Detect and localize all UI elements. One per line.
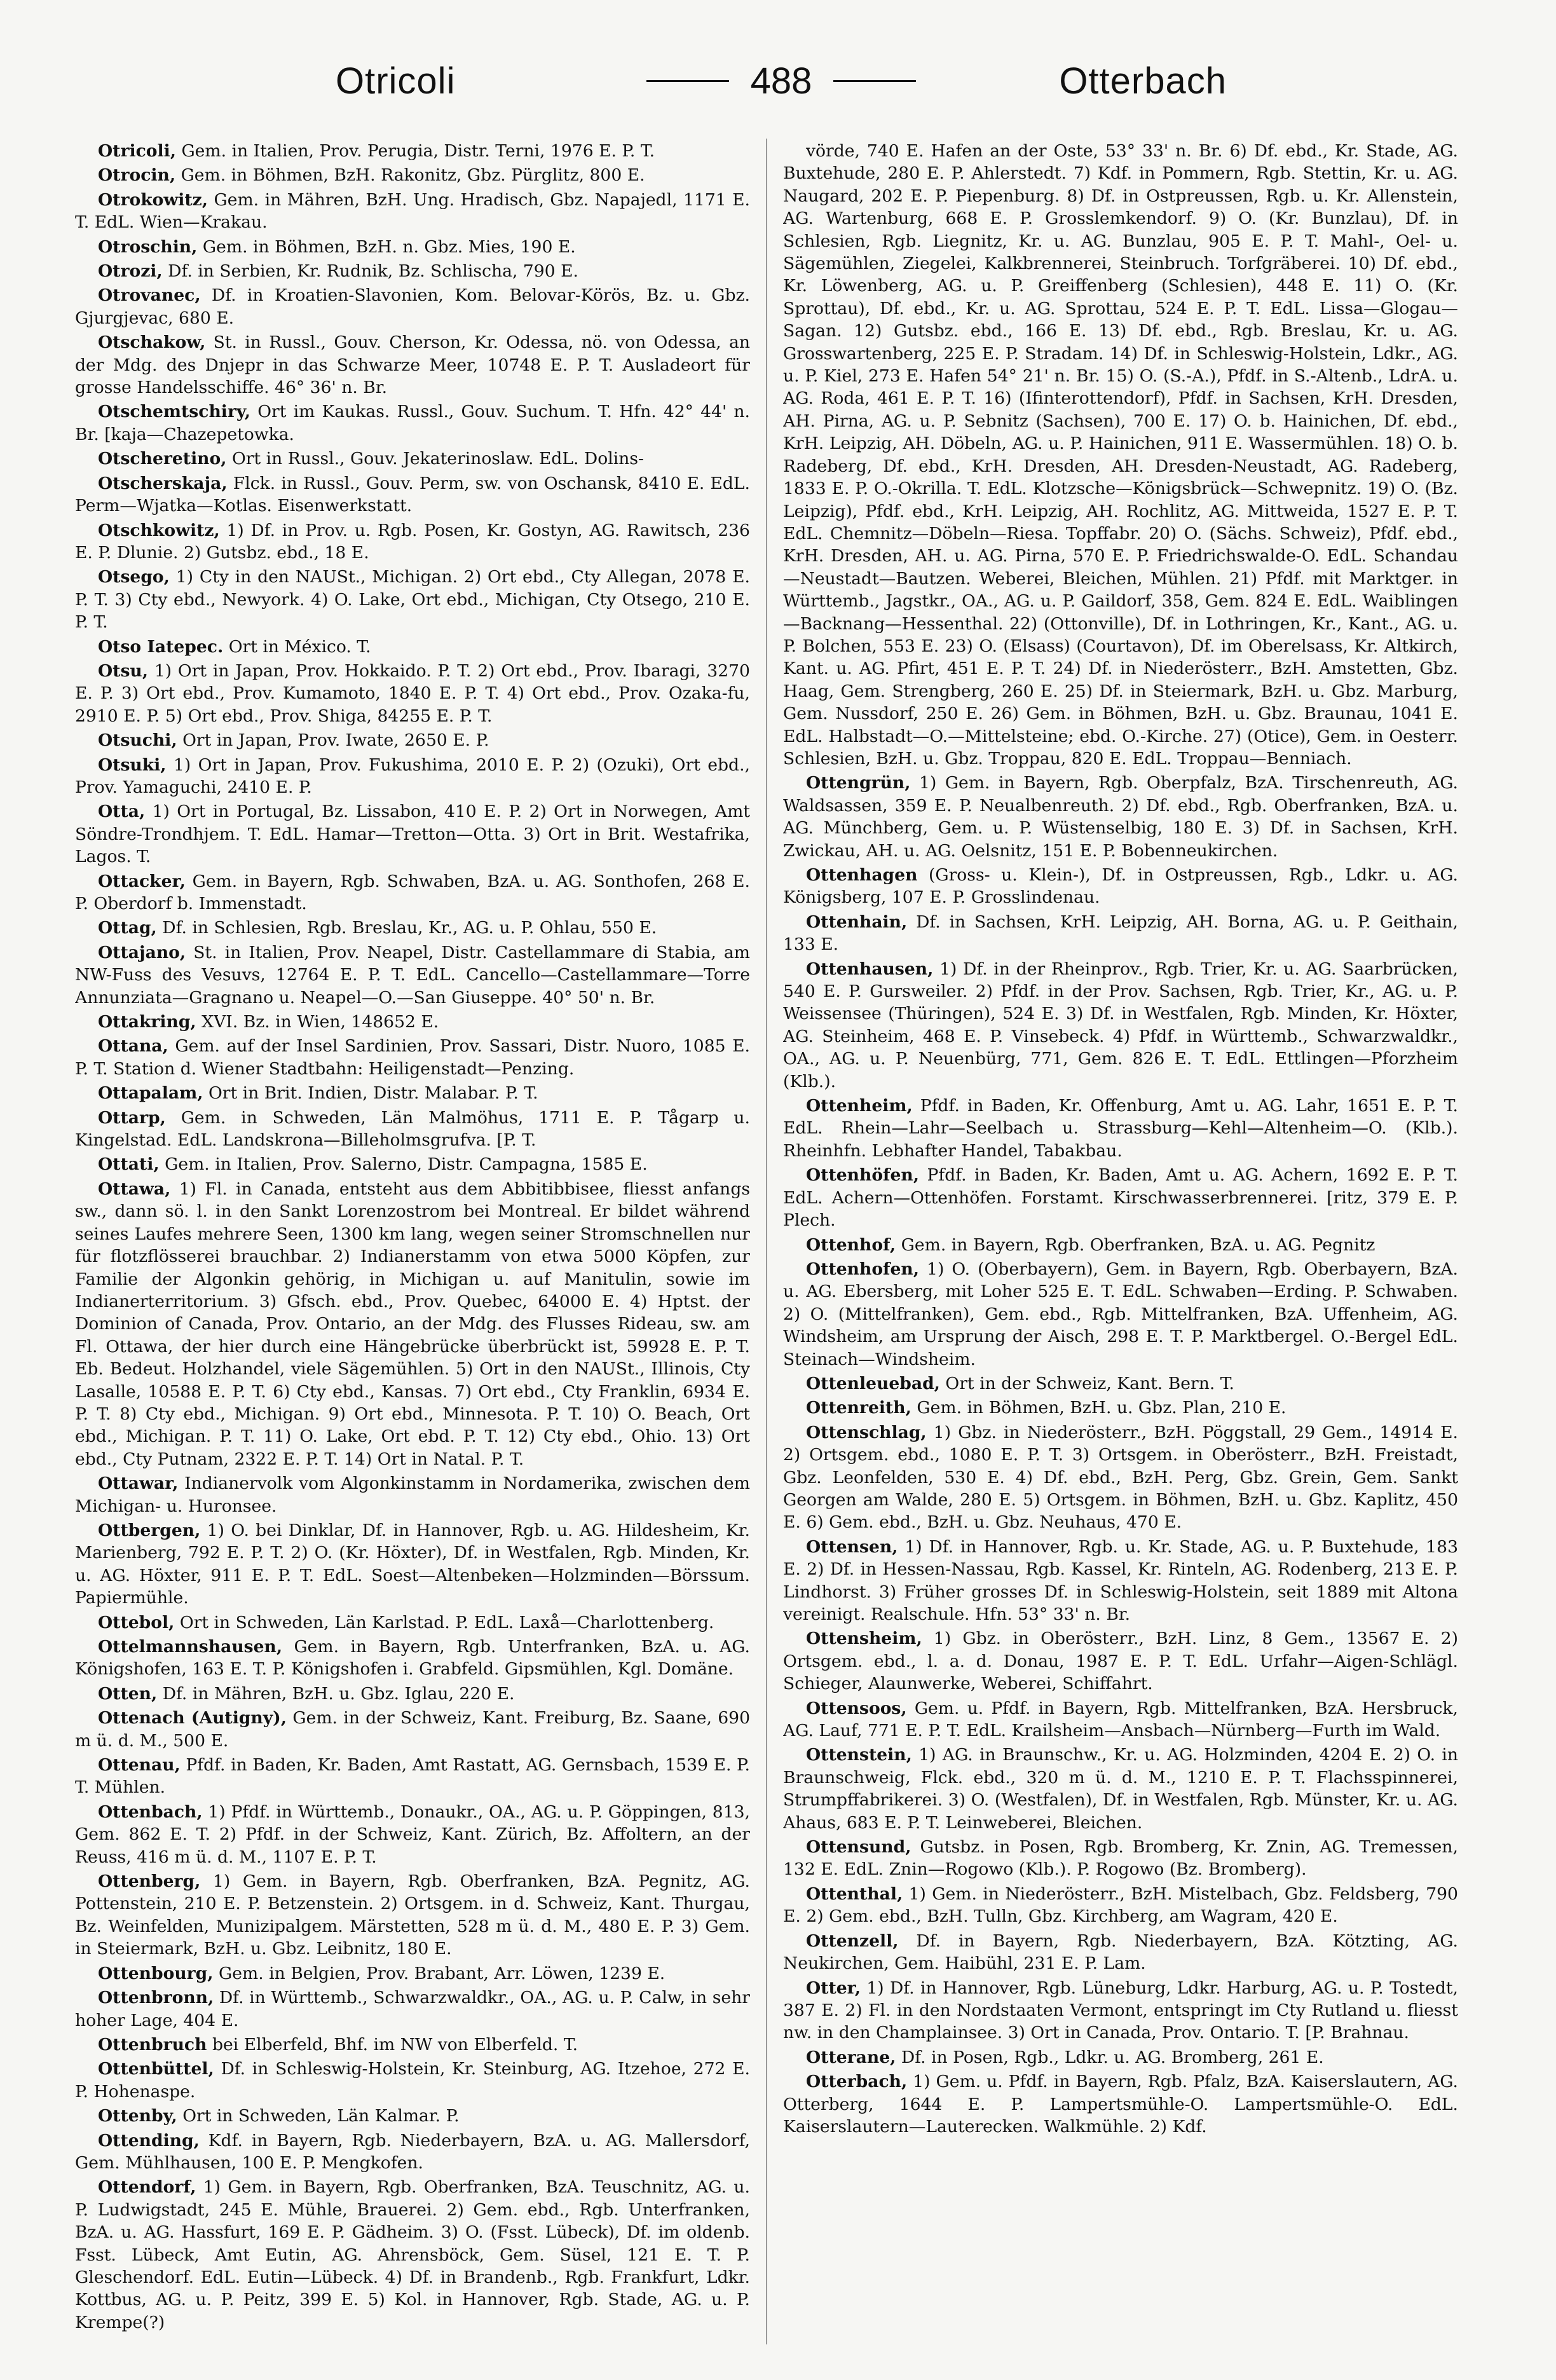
entry-headword: Ottenheim,: [806, 1096, 913, 1116]
gazetteer-entry: [75, 448, 750, 470]
gazetteer-entry: [783, 1372, 1458, 1395]
entry-text: 1) O. bei Dinklar, Df. in Hannover, Rgb. u. AG. Hildesheim, Kr. Marienberg, 792 E. P. T. 2) O. (Kr. Höxter), Df. in Westfalen, Rgb. Minden, Kr. u. AG. Höxter, 911 E. P. T. EdL. Soest—Altenbeken—Holzminden—Börssum. Papiermühle.: [75, 1520, 750, 1608]
entry-text: XVI. Bz. in Wien, 148652 E.: [201, 1012, 439, 1032]
left-column: [75, 140, 750, 2346]
entry-headword: Ottag,: [98, 918, 157, 938]
entry-text: 1) Ort in Portugal, Bz. Lissabon, 410 E. P. 2) Ort in Norwegen, Amt Söndre-Trondhjem. T. EdL. Hamar—Tretton—Otta. 3) Ort in Brit. Westafrika, Lagos. T.: [75, 802, 750, 867]
entry-headword: Ottenbourg,: [98, 1963, 214, 1983]
entry-text: (Gross- u. Klein-), Df. in Ostpreussen, Rgb., Ldkr. u. AG. Königsberg, 107 E. P. Grosslindenau.: [783, 865, 1458, 908]
gazetteer-entry: [75, 1987, 750, 2032]
entry-text: 1) Cty in den NAUSt., Michigan. 2) Ort ebd., Cty Allegan, 2078 E. P. T. 3) Cty ebd., Newyork. 4) O. Lake, Ort ebd., Michigan, Cty Otsego, 210 E. P. T.: [75, 567, 750, 633]
gazetteer-entry: [783, 140, 1458, 770]
entry-text: Df. in Württemb., Schwarzwaldkr., OA., AG. u. P. Calw, in sehr hoher Lage, 404 E.: [75, 1988, 750, 2030]
entry-headword: Otroschin,: [98, 236, 198, 257]
entry-headword: Ottenhofen,: [806, 1259, 920, 1279]
entry-text: Ort in der Schweiz, Kant. Bern. T.: [945, 1373, 1235, 1393]
header-dash-left: [646, 80, 729, 82]
entry-text: Df. in Sachsen, KrH. Leipzig, AH. Borna, AG. u. P. Geithain, 133 E.: [783, 912, 1458, 955]
entry-headword: Ottati,: [98, 1154, 160, 1175]
entry-text: 1) Pfdf. in Württemb., Donaukr., OA., AG. u. P. Göppingen, 813, Gem. 862 E. T. 2) Pfdf. in der Schweiz, Kant. Zürich, Bz. Affoltern, an der Reuss, 416 m ü. d. M., 1107 E. P. T.: [75, 1802, 750, 1867]
entry-headword: Otrovanec,: [98, 285, 201, 306]
gazetteer-entry: [783, 1234, 1458, 1256]
gazetteer-entry: [783, 1258, 1458, 1371]
gazetteer-entry: [75, 729, 750, 751]
entry-headword: Otrozi,: [98, 261, 163, 282]
gazetteer-entry: [783, 1421, 1458, 1534]
entry-text: Pfdf. in Baden, Kr. Offenburg, Amt u. AG. Lahr, 1651 E. P. T. EdL. Rhein—Lahr—Seelbach u. Strassburg—Kehl—Altenheim—O. (Klb.). Rheinhfn. Lebhafter Handel, Tabakbau.: [783, 1096, 1458, 1161]
gazetteer-entry: [783, 2046, 1458, 2069]
entry-headword: Otsuki,: [98, 755, 167, 775]
gazetteer-entry: [75, 636, 750, 658]
entry-headword: Ottenhain,: [806, 912, 908, 932]
entry-headword: Ottenhagen: [806, 865, 918, 885]
entry-text: 1) AG. in Braunschw., Kr. u. AG. Holzminden, 4204 E. 2) O. in Braunschweig, Flck. ebd., 320 m ü. d. M., 1210 E. P. T. Flachsspinnerei, Strumpffabrikerei. 3) O. (Westfalen), Df. in Westfalen, Rgb. Münster, Kr. u. AG. Ahaus, 683 E. P. T. Leinweberei, Bleichen.: [783, 1745, 1458, 1833]
gazetteer-entry: [75, 260, 750, 282]
entry-headword: Ottensheim,: [806, 1629, 922, 1649]
entry-headword: Ottenhöfen,: [806, 1165, 920, 1186]
gazetteer-entry: [75, 941, 750, 1009]
entry-text: 1) Gbz. in Oberösterr., BzH. Linz, 8 Gem., 13567 E. 2) Ortsgem. ebd., l. a. d. Donau, 1987 E. P. T. EdL. Urfahr—Aigen-Schlägl. Schieger, Alaunwerke, Weberei, Schiffahrt.: [783, 1629, 1458, 1694]
entry-text: 1) Gem. in Bayern, Rgb. Oberpfalz, BzA. Tirschenreuth, AG. Waldsassen, 359 E. P. Neualbenreuth. 2) Df. ebd., Rgb. Oberfranken, BzA. u. AG. Münchberg, Gem. u. P. Wüstenselbig, 180 E. 3) Df. in Sachsen, KrH. Zwickau, AH. u. AG. Oelsnitz, 151 E. P. Bobenneukirchen.: [783, 773, 1458, 861]
entry-headword: Otsego,: [98, 567, 170, 587]
entry-headword: Ottenhof,: [806, 1234, 896, 1255]
entry-text: Ort in Brit. Indien, Distr. Malabar. P. T.: [208, 1083, 538, 1104]
entry-text: Gem. in Bayern, Rgb. Unterfranken, BzA. u. AG. Königshofen, 163 E. T. P. Königshofen i. Grabfeld. Gipsmühlen, Kgl. Domäne.: [75, 1637, 750, 1679]
entry-text: 1) Gem. in Bayern, Rgb. Oberfranken, BzA. Teuschnitz, AG. u. P. Ludwigstadt, 245 E. Mühle, Brauerei. 2) Gem. ebd., Rgb. Unterfranken, BzA. u. AG. Hassfurt, 169 E. P. Gädheim. 3) O. (Fsst. Lübeck), Df. im oldenb. Fsst. Lübeck, Amt Eutin, AG. Ahrensböck, Gem. Süsel, 121 E. T. P. Gleschendorf. EdL. Eutin—Lübeck. 4) Df. in Brandenb., Rgb. Frankfurt, Ldkr. Kottbus, AG. u. P. Peitz, 399 E. 5) Kol. in Hannover, Rgb. Stade, AG. u. P. Krempe(?): [75, 2177, 750, 2332]
entry-text: 1) Df. in Hannover, Rgb. Lüneburg, Ldkr. Harburg, AG. u. P. Tostedt, 387 E. 2) Fl. in den Nordstaaten Vermont, entspringt im Cty Rutland u. fliesst nw. in den Champlainsee. 3) Ort in Canada, Prov. Ontario. T. [P. Brahnau.: [783, 1978, 1458, 2043]
entry-text: Ort in Schweden, Län Kalmar. P.: [182, 2106, 460, 2126]
gazetteer-entry: [783, 1836, 1458, 1881]
gazetteer-entry: [75, 1801, 750, 1868]
entry-headword: Ottensen,: [806, 1536, 898, 1557]
entry-headword: Ottenbüttel,: [98, 2059, 214, 2079]
entry-headword: Ottengrün,: [806, 773, 911, 793]
gazetteer-entry: [75, 566, 750, 633]
entry-headword: Ottacker,: [98, 871, 186, 891]
gazetteer-entry: [75, 1011, 750, 1033]
entry-text: 1) O. (Oberbayern), Gem. in Bayern, Rgb. Oberbayern, BzA. u. AG. Ebersberg, mit Loher 525 E. T. EdL. Schwaben—Erding. P. Schwaben. 2) O. (Mittelfranken), Gem. ebd., Rgb. Mittelfranken, BzA. Uffenheim, AG. Windsheim, am Ursprung der Aisch, 298 E. T. P. Marktbergel. O.-Bergel EdL. Steinach—Windsheim.: [783, 1259, 1458, 1369]
gazetteer-entry: [783, 1627, 1458, 1695]
entry-text: 1) Gem. in Niederösterr., BzH. Mistelbach, Gbz. Feldsberg, 790 E. 2) Gem. ebd., BzH. Tulln, Gbz. Kirchberg, am Wagram, 420 E.: [783, 1884, 1458, 1927]
gazetteer-entry: [75, 754, 750, 799]
gazetteer-entry: [75, 164, 750, 186]
gazetteer-entry: [783, 864, 1458, 909]
gazetteer-entry: [783, 958, 1458, 1093]
gazetteer-entry: [75, 1636, 750, 1681]
entry-headword: Otscheretino,: [98, 449, 227, 469]
entry-text: St. in Italien, Prov. Neapel, Distr. Castellammare di Stabia, am NW-Fuss des Vesuvs, 12764 E. P. T. EdL. Cancello—Castellammare—Torre Annunziata—Gragnano u. Neapel—O.—San Giuseppe. 40° 50' n. Br.: [75, 942, 750, 1008]
entry-text: 1) Ort in Japan, Prov. Fukushima, 2010 E. P. 2) (Ozuki), Ort ebd., Prov. Yamaguchi, 2410 E. P.: [75, 755, 750, 797]
gazetteer-entry: [75, 284, 750, 329]
gazetteer-entry: [783, 772, 1458, 862]
gazetteer-entry: [783, 1883, 1458, 1928]
gazetteer-entry: [75, 2176, 750, 2334]
entry-text: Gem. in Bayern, Rgb. Oberfranken, BzA. u. AG. Pegnitz: [901, 1234, 1375, 1255]
gazetteer-entry: [75, 2105, 750, 2127]
gazetteer-entry: [75, 400, 750, 446]
entry-text: Gem. in Italien, Prov. Perugia, Distr. Terni, 1976 E. P. T.: [181, 141, 655, 161]
entry-headword: Ottawar,: [98, 1474, 179, 1494]
entry-text: Ort in Schweden, Län Karlstad. P. EdL. Laxå—Charlottenberg.: [179, 1612, 714, 1632]
gazetteer-entry: [75, 870, 750, 915]
entry-headword: Ottenstein,: [806, 1745, 912, 1765]
entry-headword: Otten,: [98, 1683, 158, 1704]
entry-headword: Otterane,: [806, 2047, 896, 2067]
gazetteer-entry: [783, 1536, 1458, 1626]
entry-text: bei Elberfeld, Bhf. im NW von Elberfeld. T.: [212, 2034, 578, 2055]
header-dash-right: [833, 80, 916, 82]
entry-text: Pfdf. in Baden, Kr. Baden, Amt u. AG. Achern, 1692 E. P. T. EdL. Achern—Ottenhöfen. Forstamt. Kirschwasserbrennerei. [ritz, 379 E. P. Plech.: [783, 1165, 1458, 1231]
entry-headword: Ottensund,: [806, 1837, 911, 1857]
entry-text: Df. in Bayern, Rgb. Niederbayern, BzA. Kötzting, AG. Neukirchen, Gem. Haibühl, 231 E. P. Lam.: [783, 1931, 1458, 1974]
gazetteer-entry: [75, 2130, 750, 2175]
gazetteer-entry: [783, 2070, 1458, 2138]
entry-headword: Ottenzell,: [806, 1931, 899, 1951]
page-number: 488: [750, 60, 812, 102]
entry-headword: Ottenleuebad,: [806, 1373, 940, 1393]
entry-headword: Ottenbach,: [98, 1802, 203, 1822]
entry-text: Df. in Serbien, Kr. Rudnik, Bz. Schlischa, 790 E.: [168, 261, 578, 282]
gazetteer-entry: [75, 1962, 750, 1985]
entry-text: Kdf. in Bayern, Rgb. Niederbayern, BzA. u. AG. Mallersdorf, Gem. Mühlhausen, 100 E. P. Mengkofen.: [75, 2130, 750, 2173]
entry-headword: Ottenby,: [98, 2106, 177, 2126]
entry-text: 1) Fl. in Canada, entsteht aus dem Abbitibbisee, fliesst anfangs sw., dann sö. l. in den Sankt Lorenzostrom bei Montreal. Er bildet während seines Laufes mehrere Seen, 1300 km lang, wegen seiner Stromschnellen nur für flotzflösserei brauchbar. 2) Indianerstamm von etwa 5000 Köpfen, zur Familie der Algonkin gehörig, in Michigan u. auf Manitulin, sowie im Indianerterritorium. 3) Gfsch. ebd., Prov. Quebec, 64000 E. 4) Hptst. der Dominion of Canada, Prov. Ontario, an der Mdg. des Flusses Rideau, sw. am Fl. Ottawa, der hier durch eine Hängebrücke überbrückt ist, 59928 E. P. T. Eb. Bedeut. Holzhandel, viele Sägemühlen. 5) Ort in den NAUSt., Illinois, Cty Lasalle, 10588 E. P. T. 6) Cty ebd., Kansas. 7) Ort ebd., Cty Franklin, 6934 E. P. T. 8) Cty ebd., Michigan. 9) Ort ebd., Minnesota. P. T. 10) O. Beach, Ort ebd., Michigan. P. T. 11) O. Lake, Ort ebd. P. T. 12) Cty ebd., Ohio. 13) Ort ebd., Cty Putnam, 2322 E. P. T. 14) Ort in Natal. P. T.: [75, 1179, 750, 1469]
entry-headword: Otso Iatepec.: [98, 636, 224, 657]
entry-headword: Ottenbruch: [98, 2034, 207, 2055]
entry-headword: Ottenschlag,: [806, 1422, 927, 1442]
gazetteer-entry: [783, 1697, 1458, 1742]
entry-headword: Otschakow,: [98, 332, 206, 353]
entry-headword: Otricoli,: [98, 141, 176, 161]
entry-headword: Otrokowitz,: [98, 189, 208, 210]
entry-headword: Ottarp,: [98, 1107, 166, 1128]
entry-headword: Ottana,: [98, 1036, 168, 1057]
gazetteer-entry: [75, 1153, 750, 1175]
entry-headword: Ottenthal,: [806, 1884, 903, 1904]
entry-headword: Otschemtschiry,: [98, 402, 251, 422]
entry-headword: Otrocin,: [98, 165, 176, 186]
gazetteer-entry: [75, 660, 750, 727]
entry-headword: Ottenreith,: [806, 1398, 911, 1418]
header-center: [646, 60, 917, 102]
entry-text: Ort im Kaukas. Russl., Gouv. Suchum. T. Hfn. 42° 44' n. Br. [kaja—Chazepetowka.: [75, 402, 750, 444]
entry-text: Gem. auf der Insel Sardinien, Prov. Sassari, Distr. Nuoro, 1085 E. P. T. Station d. Wiener Stadtbahn: Heiligenstadt—Penzing.: [75, 1036, 750, 1079]
gazetteer-entry: [75, 331, 750, 399]
entry-headword: Ottebol,: [98, 1612, 175, 1632]
gazetteer-entry: [75, 1519, 750, 1610]
entry-text: Ort in Russl., Gouv. Jekaterinoslaw. EdL. Dolins-: [232, 449, 644, 469]
page-header: [75, 52, 1481, 109]
gazetteer-entry: [75, 519, 750, 564]
entry-text: Df. in Mähren, BzH. u. Gbz. Iglau, 220 E.: [162, 1683, 515, 1704]
entry-headword: Ottbergen,: [98, 1520, 201, 1540]
entry-headword: Otta,: [98, 802, 146, 822]
entry-text: Flck. in Russl., Gouv. Perm, sw. von Oschansk, 8410 E. EdL. Perm—Wjatka—Kotlas. Eisenwerkstatt.: [75, 473, 750, 516]
entry-text: 1) Gem. in Bayern, Rgb. Oberfranken, BzA. Pegnitz, AG. Pottenstein, 210 E. P. Betzenstein. 2) Ortsgem. in d. Schweiz, Kant. Thurgau, Bz. Weinfelden, Munizipalgem. Märstetten, 528 m ü. d. M., 480 E. P. 3) Gem. in Steiermark, BzH. u. Gbz. Leibnitz, 180 E.: [75, 1871, 750, 1959]
gazetteer-entry: [75, 1683, 750, 1705]
gazetteer-entry: [783, 1397, 1458, 1419]
entry-text: Pfdf. in Baden, Kr. Baden, Amt Rastatt, AG. Gernsbach, 1539 E. P. T. Mühlen.: [75, 1755, 750, 1798]
gazetteer-entry: [75, 189, 750, 234]
entry-headword: Otter,: [806, 1978, 861, 1998]
entry-headword: Otsu,: [98, 660, 149, 681]
entry-text: Gem. in Böhmen, BzH. n. Gbz. Mies, 190 E.: [202, 236, 576, 257]
entry-headword: Ottenberg,: [98, 1871, 201, 1892]
entry-headword: Otschkowitz,: [98, 520, 220, 540]
entry-text: Df. in Posen, Rgb., Ldkr. u. AG. Bromberg, 261 E.: [901, 2047, 1324, 2067]
entry-text: Gem. in Mähren, BzH. Ung. Hradisch, Gbz. Napajedl, 1171 E. T. EdL. Wien—Krakau.: [75, 189, 750, 233]
gazetteer-entry: [75, 2034, 750, 2056]
gazetteer-entry: [783, 1164, 1458, 1231]
gazetteer-entry: [783, 1977, 1458, 2044]
gazetteer-entry: [75, 1754, 750, 1799]
entry-text: Df. in Kroatien-Slavonien, Kom. Belovar-Körös, Bz. u. Gbz. Gjurgjevac, 680 E.: [75, 285, 750, 328]
entry-headword: Ottending,: [98, 2130, 200, 2151]
entry-text: 1) Gbz. in Niederösterr., BzH. Pöggstall, 29 Gem., 14914 E. 2) Ortsgem. ebd., 1080 E. P. T. 3) Ortsgem. in Oberösterr., BzH. Freistadt, Gbz. Leonfelden, 530 E. 4) Df. ebd., BzH. Perg, Gbz. Grein, Gem. Sankt Georgen am Walde, 280 E. 5) Ortsgem. in Böhmen, BzH. u. Gbz. Kaplitz, 450 E. 6) Gem. ebd., BzH. u. Gbz. Neuhaus, 470 E.: [783, 1422, 1458, 1533]
gazetteer-entry: [75, 472, 750, 517]
gazetteer-entry: [75, 1870, 750, 1960]
gazetteer-entry: [75, 800, 750, 868]
header-right-keyword: Otterbach: [1059, 60, 1227, 102]
entry-text: St. in Russl., Gouv. Cherson, Kr. Odessa, nö. von Odessa, an der Mdg. des Dnjepr in das Schwarze Meer, 10748 E. P. T. Ausladeort für grosse Handelsschiffe. 46° 36' n. Br.: [75, 332, 750, 398]
gazetteer-entry: [75, 1472, 750, 1517]
gazetteer-entry: [75, 1035, 750, 1080]
entry-text: Indianervolk vom Algonkinstamm in Nordamerika, zwischen dem Michigan- u. Huronsee.: [75, 1474, 750, 1516]
entry-text: Ort in Japan, Prov. Iwate, 2650 E. P.: [182, 730, 489, 751]
entry-text: Gem. in Belgien, Prov. Brabant, Arr. Löwen, 1239 E.: [219, 1963, 665, 1983]
entry-text: 1) Df. in der Rheinprov., Rgb. Trier, Kr. u. AG. Saarbrücken, 540 E. P. Gursweiler. 2) Pfdf. in der Prov. Sachsen, Rgb. Trier, Kr., AG. u. P. Weissensee (Thüringen), 524 E. 3) Df. in Westfalen, Rgb. Minden, Kr. Höxter, AG. Steinheim, 468 E. P. Vinsebeck. 4) Pfdf. in Württemb., Schwarzwaldkr., OA., AG. u. P. Neuenbürg, 771, Gem. 826 E. T. EdL. Ettlingen—Pforzheim (Klb.).: [783, 959, 1458, 1091]
entry-headword: Ottenbronn,: [98, 1988, 214, 2008]
entry-text: Gem. u. Pfdf. in Bayern, Rgb. Mittelfranken, BzA. Hersbruck, AG. Lauf, 771 E. P. T. EdL. Krailsheim—Ansbach—Nürnberg—Furth im Wald.: [783, 1698, 1458, 1741]
entry-text: Gem. in Bayern, Rgb. Schwaben, BzA. u. AG. Sonthofen, 268 E. P. Oberdorf b. Immenstadt.: [75, 871, 750, 913]
gazetteer-entry: [783, 1930, 1458, 1975]
entry-text: 1) Ort in Japan, Prov. Hokkaido. P. T. 2) Ort ebd., Prov. Ibaragi, 3270 E. P. 3) Ort ebd., Prov. Kumamoto, 1840 E. P. T. 4) Ort ebd., Prov. Ozaka-fu, 2910 E. P. 5) Ort ebd., Prov. Shiga, 84255 E. P. T.: [75, 660, 750, 726]
gazetteer-entry: [75, 1707, 750, 1752]
entry-text: Gem. in der Schweiz, Kant. Freiburg, Bz. Saane, 690 m ü. d. M., 500 E.: [75, 1708, 750, 1751]
entry-headword: Ottendorf,: [98, 2177, 196, 2198]
gazetteer-entry: [75, 917, 750, 939]
gazetteer-entry: [783, 1095, 1458, 1162]
entry-headword: Ottenau,: [98, 1755, 181, 1775]
gazetteer-entry: [75, 140, 750, 162]
column-divider: [766, 139, 767, 2344]
entry-text: Df. in Schlesien, Rgb. Breslau, Kr., AG. u. P. Ohlau, 550 E.: [162, 918, 657, 938]
entry-headword: Otsuchi,: [98, 730, 177, 751]
entry-text: Df. in Schleswig-Holstein, Kr. Steinburg, AG. Itzehoe, 272 E. P. Hohenaspe.: [75, 2059, 750, 2102]
gazetteer-entry: [75, 1611, 750, 1634]
gazetteer-entry: [75, 1107, 750, 1152]
entry-text: 1) Gem. u. Pfdf. in Bayern, Rgb. Pfalz, BzA. Kaiserslautern, AG. Otterberg, 1644 E. P. Lampertsmühle-O. Lampertsmühle-O. EdL. Kaiserslautern—Lauterecken. Walkmühle. 2) Kdf.: [783, 2072, 1458, 2137]
entry-text: Gem. in Böhmen, BzH. Rakonitz, Gbz. Pürglitz, 800 E.: [181, 165, 645, 186]
entry-headword: Ottelmannshausen,: [98, 1637, 283, 1657]
gazetteer-entry: [75, 236, 750, 258]
gazetteer-entry: [783, 911, 1458, 956]
entry-headword: Ottapalam,: [98, 1083, 203, 1104]
entry-headword: Otterbach,: [806, 2072, 908, 2092]
entry-headword: Ottakring,: [98, 1012, 196, 1032]
right-column: [783, 140, 1458, 2346]
gazetteer-entry: [75, 2058, 750, 2103]
entry-text: 1) Df. in Prov. u. Rgb. Posen, Kr. Gostyn, AG. Rawitsch, 236 E. P. Dlunie. 2) Gutsbz. ebd., 18 E.: [75, 520, 750, 563]
entry-text: 1) Df. in Hannover, Rgb. u. Kr. Stade, AG. u. P. Buxtehude, 183 E. 2) Df. in Hessen-Nassau, Rgb. Kassel, Kr. Rinteln, AG. Rodenberg, 213 E. P. Lindhorst. 3) Früher grosses Df. in Schleswig-Holstein, seit 1889 mit Altona vereinigt. Realschule. Hfn. 53° 33' n. Br.: [783, 1536, 1458, 1624]
gazetteer-entry: [75, 1082, 750, 1104]
entry-headword: Otscherskaja,: [98, 473, 228, 493]
entry-headword: Ottawa,: [98, 1179, 171, 1199]
entry-text: Gem. in Schweden, Län Malmöhus, 1711 E. P. Tågarp u. Kingelstad. EdL. Landskrona—Billeholmsgrufva. [P. T.: [75, 1107, 750, 1151]
entry-headword: Ottenhausen,: [806, 959, 934, 979]
entry-text: Gutsbz. in Posen, Rgb. Bromberg, Kr. Znin, AG. Tremessen, 132 E. EdL. Znin—Rogowo (Klb.). P. Rogowo (Bz. Bromberg).: [783, 1837, 1458, 1880]
entry-headword: Ottajano,: [98, 942, 186, 962]
entry-text: Gem. in Böhmen, BzH. u. Gbz. Plan, 210 E.: [917, 1398, 1286, 1418]
entry-text: Ort in México. T.: [228, 636, 371, 657]
entry-text: Gem. in Italien, Prov. Salerno, Distr. Campagna, 1585 E.: [165, 1154, 648, 1175]
gazetteer-entry: [75, 1178, 750, 1470]
entry-headword: Ottenach (Autigny),: [98, 1708, 287, 1728]
entry-headword: Ottensoos,: [806, 1698, 907, 1718]
entry-text: vörde, 740 E. Hafen an der Oste, 53° 33' n. Br. 6) Df. ebd., Kr. Stade, AG. Buxtehude, 280 E. P. Ahlerstedt. 7) Kdf. in Pommern, Rgb. Stettin, Kr. u. AG. Naugard, 202 E. P. Piepenburg. 8) Df. in Ostpreussen, Rgb. u. Kr. Allenstein, AG. Wartenburg, 668 E. P. Grosslemkendorf. 9) O. (Kr. Bunzlau), Df. in Schlesien, Rgb. Liegnitz, Kr. u. AG. Bunzlau, 905 E. P. T. Mahl-, Oel- u. Sägemühlen, Ziegelei, Kalkbrennerei, Steinbruch. Torfgräberei. 10) Df. ebd., Kr. Löwenberg, AG. u. P. Greiffenberg (Schlesien), 448 E. 11) O. (Kr. Sprottau), Df. ebd., Kr. u. AG. Sprottau, 524 E. P. T. EdL. Lissa—Glogau—Sagan. 12) Gutsbz. ebd., 166 E. 13) Df. ebd., Rgb. Breslau, Kr. u. AG. Grosswartenberg, 225 E. P. Stradam. 14) Df. in Schleswig-Holstein, Ldkr., AG. u. P. Kiel, 273 E. Hafen 54° 21' n. Br. 15) O. (S.-A.), Pfdf. in S.-Altenb., LdrA. u. AG. Roda, 461 E. P. T. 16) (Ifinterottendorf), Pfdf. in Sachsen, KrH. Dresden, AH. Pirna, AG. u. P. Sebnitz (Sachsen), 700 E. 17) O. b. Hainichen, Df. ebd., KrH. Leipzig, AH. Döbeln, AG. u. P. Hainichen, 911 E. Wassermühlen. 18) O. b. Radeberg, Df. ebd., KrH. Dresden, AH. Dresden-Neustadt, AG. Radeberg, 1833 E. P. O.-Okrilla. T. EdL. Klotzsche—Königsbrück—Schwepnitz. 19) O. (Bz. Leipzig), Pfdf. ebd., KrH. Leipzig, AH. Rochlitz, AG. Mittweida, 1527 E. P. T. EdL. Chemnitz—Döbeln—Riesa. Topffabr. 20) O. (Sächs. Schweiz), Pfdf. ebd., KrH. Dresden, AH. u. AG. Pirna, 570 E. P. Friedrichswalde-O. EdL. Schandau—Neustadt—Bautzen. Weberei, Bleichen, Mühlen. 21) Pfdf. mit Marktger. in Württemb., Jagstkr., OA., AG. u. P. Gaildorf, 358, Gem. 824 E. EdL. Waiblingen—Backnang—Hessenthal. 22) (Ottonville), Df. in Lothringen, Kr., Kant., AG. u. P. Bolchen, 553 E. 23) O. (Elsass) (Courtavon), Df. im Oberelsass, Kr. Altkirch, Kant. u. AG. Pfirt, 451 E. P. T. 24) Df. in Niederösterr., BzH. Amstetten, Gbz. Haag, Gem. Strengberg, 260 E. 25) Df. in Steiermark, BzH. u. Gbz. Marburg, Gem. Nussdorf, 250 E. 26) Gem. in Böhmen, BzH. u. Gbz. Braunau, 1041 E. EdL. Halbstadt—O.—Mittelsteine; ebd. O.-Kirche. 27) (Otice), Gem. in Oesterr. Schlesien, BzH. u. Gbz. Troppau, 820 E. EdL. Troppau—Benniach.: [783, 141, 1458, 769]
header-left-keyword: Otricoli: [336, 60, 456, 102]
gazetteer-entry: [783, 1744, 1458, 1834]
